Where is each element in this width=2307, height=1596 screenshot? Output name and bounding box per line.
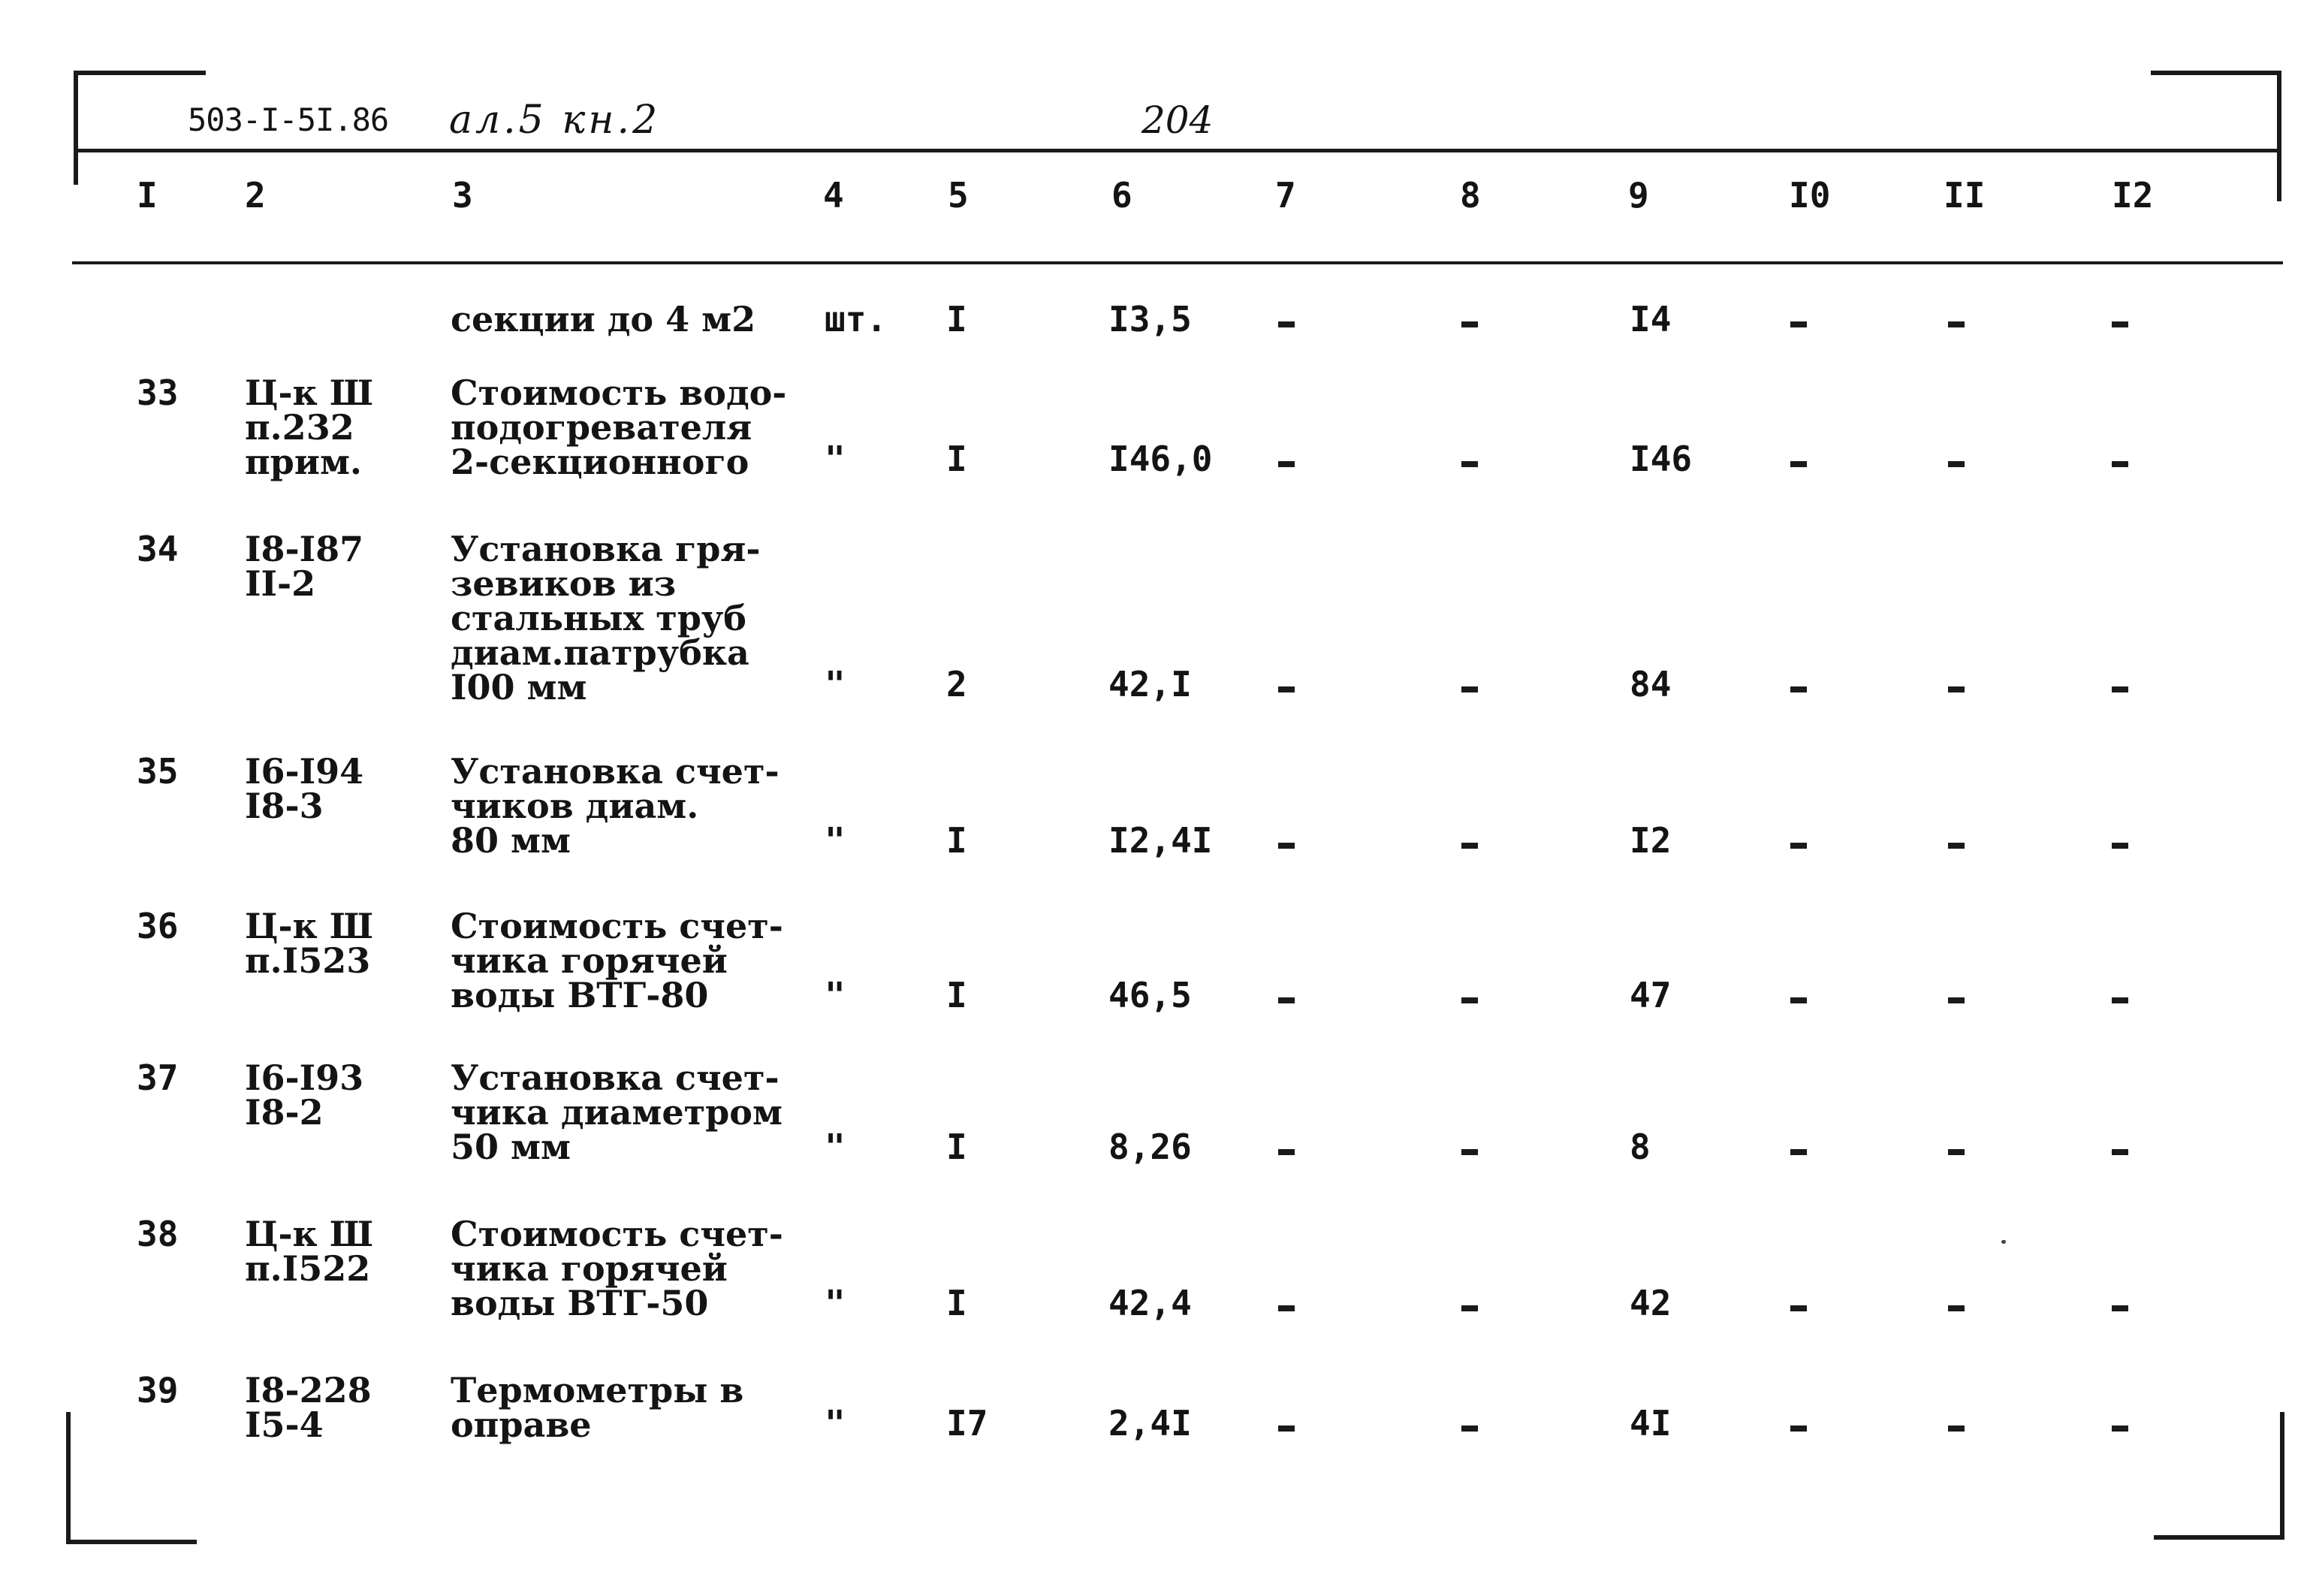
empty-cell-dash <box>1790 321 1807 327</box>
empty-cell-dash <box>2112 1426 2128 1432</box>
price-code: Ц-к Ш п.I523 <box>245 906 374 981</box>
empty-cell-dash <box>1461 461 1478 467</box>
total-cost: 42 <box>1630 1283 1672 1323</box>
column-number: II <box>1944 175 1986 216</box>
unit-price: 8,26 <box>1108 1127 1192 1167</box>
empty-cell-dash <box>1948 686 1965 692</box>
empty-cell-dash <box>1278 321 1295 327</box>
empty-cell-dash <box>1790 1149 1807 1155</box>
frame-corner-top-right <box>2151 71 2281 201</box>
empty-cell-dash <box>1790 1426 1807 1432</box>
column-number: I2 <box>2112 175 2154 216</box>
empty-cell-dash <box>2112 461 2128 467</box>
empty-cell-dash <box>1278 1426 1295 1432</box>
empty-cell-dash <box>1948 461 1965 467</box>
column-number: 2 <box>245 175 266 216</box>
unit: " <box>825 439 846 479</box>
empty-cell-dash <box>1461 321 1478 327</box>
row-number: 39 <box>137 1370 179 1410</box>
column-number: 4 <box>823 175 844 216</box>
empty-cell-dash <box>1948 843 1965 849</box>
empty-cell-dash <box>1948 997 1965 1003</box>
quantity: I <box>946 299 967 339</box>
empty-cell-dash <box>1278 686 1295 692</box>
row-number: 36 <box>137 906 179 946</box>
price-code: I8-I87 II-2 <box>245 529 364 604</box>
empty-cell-dash <box>2112 843 2128 849</box>
empty-cell-dash <box>1461 997 1478 1003</box>
price-code: I8-228 I5-4 <box>245 1370 372 1445</box>
work-description: Установка счет- чиков диам. 80 мм <box>451 751 780 861</box>
quantity: I7 <box>946 1403 988 1444</box>
column-number: 5 <box>948 175 969 216</box>
work-description: Термометры в оправе <box>451 1370 744 1445</box>
unit-price: I3,5 <box>1108 299 1192 339</box>
unit-price: 46,5 <box>1108 975 1192 1015</box>
column-number: I0 <box>1789 175 1831 216</box>
row-number: 38 <box>137 1214 179 1254</box>
unit-price: 42,I <box>1108 664 1192 704</box>
document-code: 503-I-5I.86 <box>188 101 389 138</box>
unit-price: 2,4I <box>1108 1403 1192 1444</box>
row-number: 35 <box>137 751 179 792</box>
empty-cell-dash <box>1461 1426 1478 1432</box>
total-cost: I4 <box>1630 299 1672 339</box>
frame-corner-top-left <box>74 71 206 185</box>
empty-cell-dash <box>1278 1149 1295 1155</box>
quantity: I <box>946 1283 967 1323</box>
empty-cell-dash <box>1790 843 1807 849</box>
total-cost: I2 <box>1630 820 1672 861</box>
empty-cell-dash <box>2112 1149 2128 1155</box>
price-code: Ц-к Ш п.232 прим. <box>245 373 374 482</box>
empty-cell-dash <box>1278 461 1295 467</box>
quantity: I <box>946 820 967 861</box>
empty-cell-dash <box>1948 1426 1965 1432</box>
empty-cell-dash <box>1948 1305 1965 1311</box>
unit-price: I46,0 <box>1108 439 1213 479</box>
empty-cell-dash <box>1461 1149 1478 1155</box>
row-number: 37 <box>137 1057 179 1098</box>
column-number: 3 <box>452 175 473 216</box>
empty-cell-dash <box>1278 843 1295 849</box>
price-code: I6-I93 I8-2 <box>245 1057 364 1133</box>
document-sheet-handwritten: ал.5 кн.2 <box>449 98 661 143</box>
quantity: I <box>946 1127 967 1167</box>
unit: " <box>825 975 846 1015</box>
empty-cell-dash <box>1278 1305 1295 1311</box>
empty-cell-dash <box>2112 686 2128 692</box>
empty-cell-dash <box>2112 321 2128 327</box>
empty-cell-dash <box>1948 1149 1965 1155</box>
work-description: секции до 4 м2 <box>451 299 756 339</box>
unit: " <box>825 664 846 704</box>
price-code: Ц-к Ш п.I522 <box>245 1214 374 1289</box>
empty-cell-dash <box>1948 321 1965 327</box>
total-cost: I46 <box>1630 439 1693 479</box>
column-number: 6 <box>1111 175 1132 216</box>
total-cost: 84 <box>1630 664 1672 704</box>
empty-cell-dash <box>1790 997 1807 1003</box>
column-number: I <box>137 175 158 216</box>
row-number: 33 <box>137 373 179 413</box>
total-cost: 4I <box>1630 1403 1672 1444</box>
frame-corner-bottom-left <box>66 1412 197 1544</box>
unit: " <box>825 1403 846 1444</box>
empty-cell-dash <box>1790 461 1807 467</box>
quantity: I <box>946 439 967 479</box>
column-number: 7 <box>1275 175 1296 216</box>
scan-speck <box>2001 1240 2006 1244</box>
total-cost: 47 <box>1630 975 1672 1015</box>
work-description: Стоимость счет- чика горячей воды ВТГ-80 <box>451 906 783 1015</box>
empty-cell-dash <box>1461 843 1478 849</box>
unit: " <box>825 1283 846 1323</box>
total-cost: 8 <box>1630 1127 1651 1167</box>
unit-price: 42,4 <box>1108 1283 1192 1323</box>
unit: " <box>825 820 846 861</box>
work-description: Стоимость водо- подогревателя 2-секционного <box>451 373 787 482</box>
empty-cell-dash <box>1461 1305 1478 1311</box>
row-number: 34 <box>137 529 179 569</box>
empty-cell-dash <box>2112 1305 2128 1311</box>
empty-cell-dash <box>1790 686 1807 692</box>
unit-price: I2,4I <box>1108 820 1213 861</box>
column-header-rule <box>72 261 2283 264</box>
unit: " <box>825 1127 846 1167</box>
work-description: Стоимость счет- чика горячей воды ВТГ-50 <box>451 1214 783 1323</box>
column-number: 9 <box>1628 175 1649 216</box>
unit: шт. <box>825 299 888 339</box>
price-code: I6-I94 I8-3 <box>245 751 364 826</box>
empty-cell-dash <box>1278 997 1295 1003</box>
header-rule <box>74 149 2281 152</box>
work-description: Установка гря- зевиков из стальных труб диам.патрубка I00 мм <box>451 529 761 707</box>
quantity: 2 <box>946 664 967 704</box>
column-number: 8 <box>1460 175 1481 216</box>
empty-cell-dash <box>1790 1305 1807 1311</box>
empty-cell-dash <box>1461 686 1478 692</box>
empty-cell-dash <box>2112 997 2128 1003</box>
frame-corner-bottom-right <box>2154 1412 2284 1540</box>
work-description: Установка счет- чика диаметром 50 мм <box>451 1057 783 1167</box>
quantity: I <box>946 975 967 1015</box>
page-number: 204 <box>1141 98 1214 142</box>
